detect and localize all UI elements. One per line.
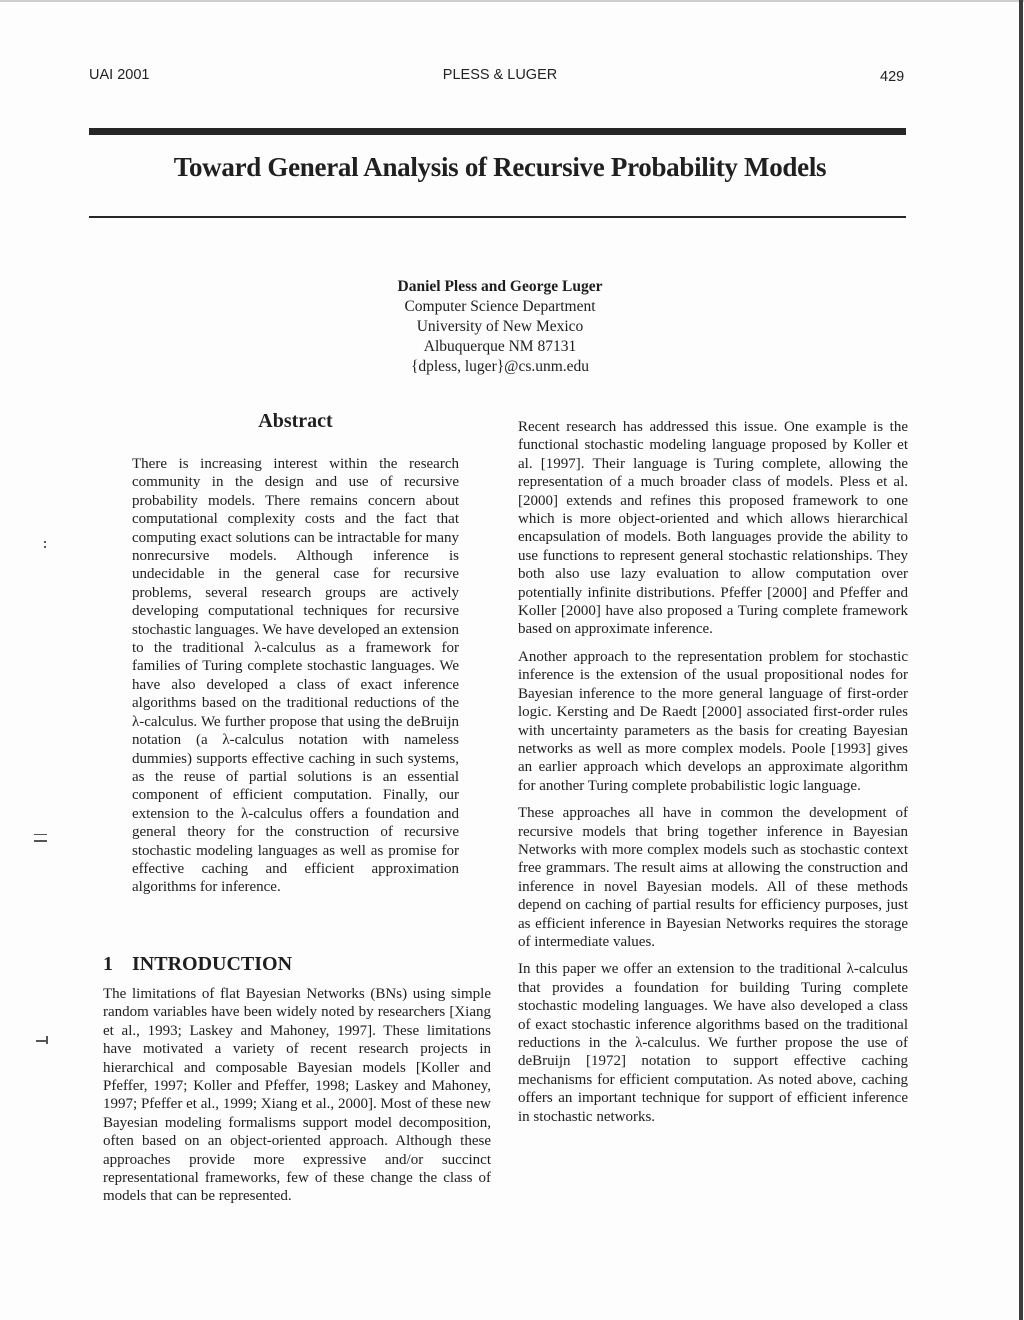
section-heading-introduction <box>103 953 292 976</box>
section-number: 1 <box>103 953 113 975</box>
scan-mark <box>44 546 46 548</box>
page-edge-right <box>1019 0 1023 1320</box>
abstract-body <box>132 455 459 897</box>
scan-mark <box>44 541 46 543</box>
author-department: Computer Science Department <box>404 298 596 315</box>
paragraph: In this paper we offer an extension to the traditional λ-calculus that provides a foundation for building Turing complete stochastic modeling languages. We have also developed a class of exact stochastic inference algorithms based on the traditional reductions in the λ-calculus. We further propose the use of deBruijn [1972] notation to support effective caching mechanisms for efficient computation. As noted above, caching offers an important technique for support of efficient inference in stochastic networks. <box>518 961 908 1125</box>
paragraph: Another approach to the representation problem for stochastic inference is the extension of the usual propositional nodes for Bayesian inference to the more general language of first-order logic. Kersting and De Raedt [2000] associated first-order rules with uncertainty parameters as the basis for creating Bayesian networks as well as more complex models. Poole [1993] gives an earlier approach which develops an approximate algorithm for another Turing complete probabilistic logic language. <box>518 648 908 794</box>
page-number: 429 <box>880 69 905 85</box>
author-names: Daniel Pless and George Luger <box>397 278 603 295</box>
running-head <box>0 67 1024 87</box>
section-title: INTRODUCTION <box>132 953 293 975</box>
paragraph: The limitations of flat Bayesian Networks (BNs) using simple random variables have been widely noted by researchers [Xiang et al., 1993; Laskey and Mahoney, 1997]. These limitations have motivated a variety of recent research projects in hierarchical and composable Bayesian models [Koller and Pfeffer, 1997; Koller and Pfeffer, 1998; Laskey and Mahoney, 1997; Pfeffer et al., 1999; Xiang et al., 2000]. Most of these new Bayesian modeling formalisms support model decomposition, often based on an object-oriented approach. Although these approaches provide more expressive and/or succinct representational frameworks, few of these change the class of models that can be represented. <box>103 986 491 1205</box>
title-rule-bottom <box>89 216 906 218</box>
venue-label: UAI 2001 <box>89 67 150 83</box>
paragraph: These approaches all have in common the development of recursive models that bring together inference in Bayesian Networks with more complex models such as stochastic context free grammars. The result aims at allowing the construction and inference in novel Bayesian models. All of these methods depend on caching of partial results for efficiency purposes, just as efficient inference in Bayesian Networks requires the storage of intermediate values. <box>518 805 908 950</box>
scan-mark <box>34 834 47 835</box>
author-address: Albuquerque NM 87131 <box>423 338 577 355</box>
paper-title: Toward General Analysis of Recursive Probability Models <box>173 152 827 182</box>
abstract-text: There is increasing interest within the research community in the design and use of recursive probability models. There remains concern about computational complexity costs and the fact that computing exact solutions can be intractable for many nonrecursive models. Although inference is undecidable in the general case for recursive problems, several research groups are actively developing computational techniques for recursive stochastic languages. We have developed an extension to the traditional λ-calculus as a framework for families of Turing complete stochastic languages. We have also developed a class of exact inference algorithms based on the traditional reductions of the λ-calculus. We further propose that using the deBruijn notation (a λ-calculus notation with nameless dummies) supports effective caching in such systems, as the reuse of partial solutions is an essential component of efficient computation. Finally, our extension to the λ-calculus offers a foundation and general theory for the construction of recursive stochastic modeling languages as well as promise for effective caching and efficient approximation algorithms for inference. <box>132 456 459 896</box>
page-edge-top <box>0 0 1024 2</box>
abstract-heading: Abstract <box>258 410 333 432</box>
intro-column-left <box>103 985 491 1206</box>
paragraph: Recent research has addressed this issue. One example is the functional stochastic modeling language proposed by Koller et al. [1997]. Their language is Turing complete, allowing the representation of a much broader class of models. Pless et al. [2000] extends and refines this proposed framework to one which is more object-oriented and which allows hierarchical encapsulation of models. Both languages provide the ability to use functions to represent general stochastic relationships. They both also use lazy evaluation to allow computation over potentially infinite distributions. Pfeffer [2000] and Pfeffer and Koller [2000] have also proposed a Turing complete framework based on approximate inference. <box>518 419 908 638</box>
scan-mark <box>34 840 47 842</box>
running-authors: PLESS & LUGER <box>442 67 558 83</box>
title-rule-top <box>89 128 906 135</box>
author-email: {dpless, luger}@cs.unm.edu <box>410 358 590 375</box>
author-institution: University of New Mexico <box>416 318 584 335</box>
scan-mark <box>46 1036 48 1044</box>
author-block <box>0 277 1000 377</box>
intro-column-right <box>518 418 908 1126</box>
